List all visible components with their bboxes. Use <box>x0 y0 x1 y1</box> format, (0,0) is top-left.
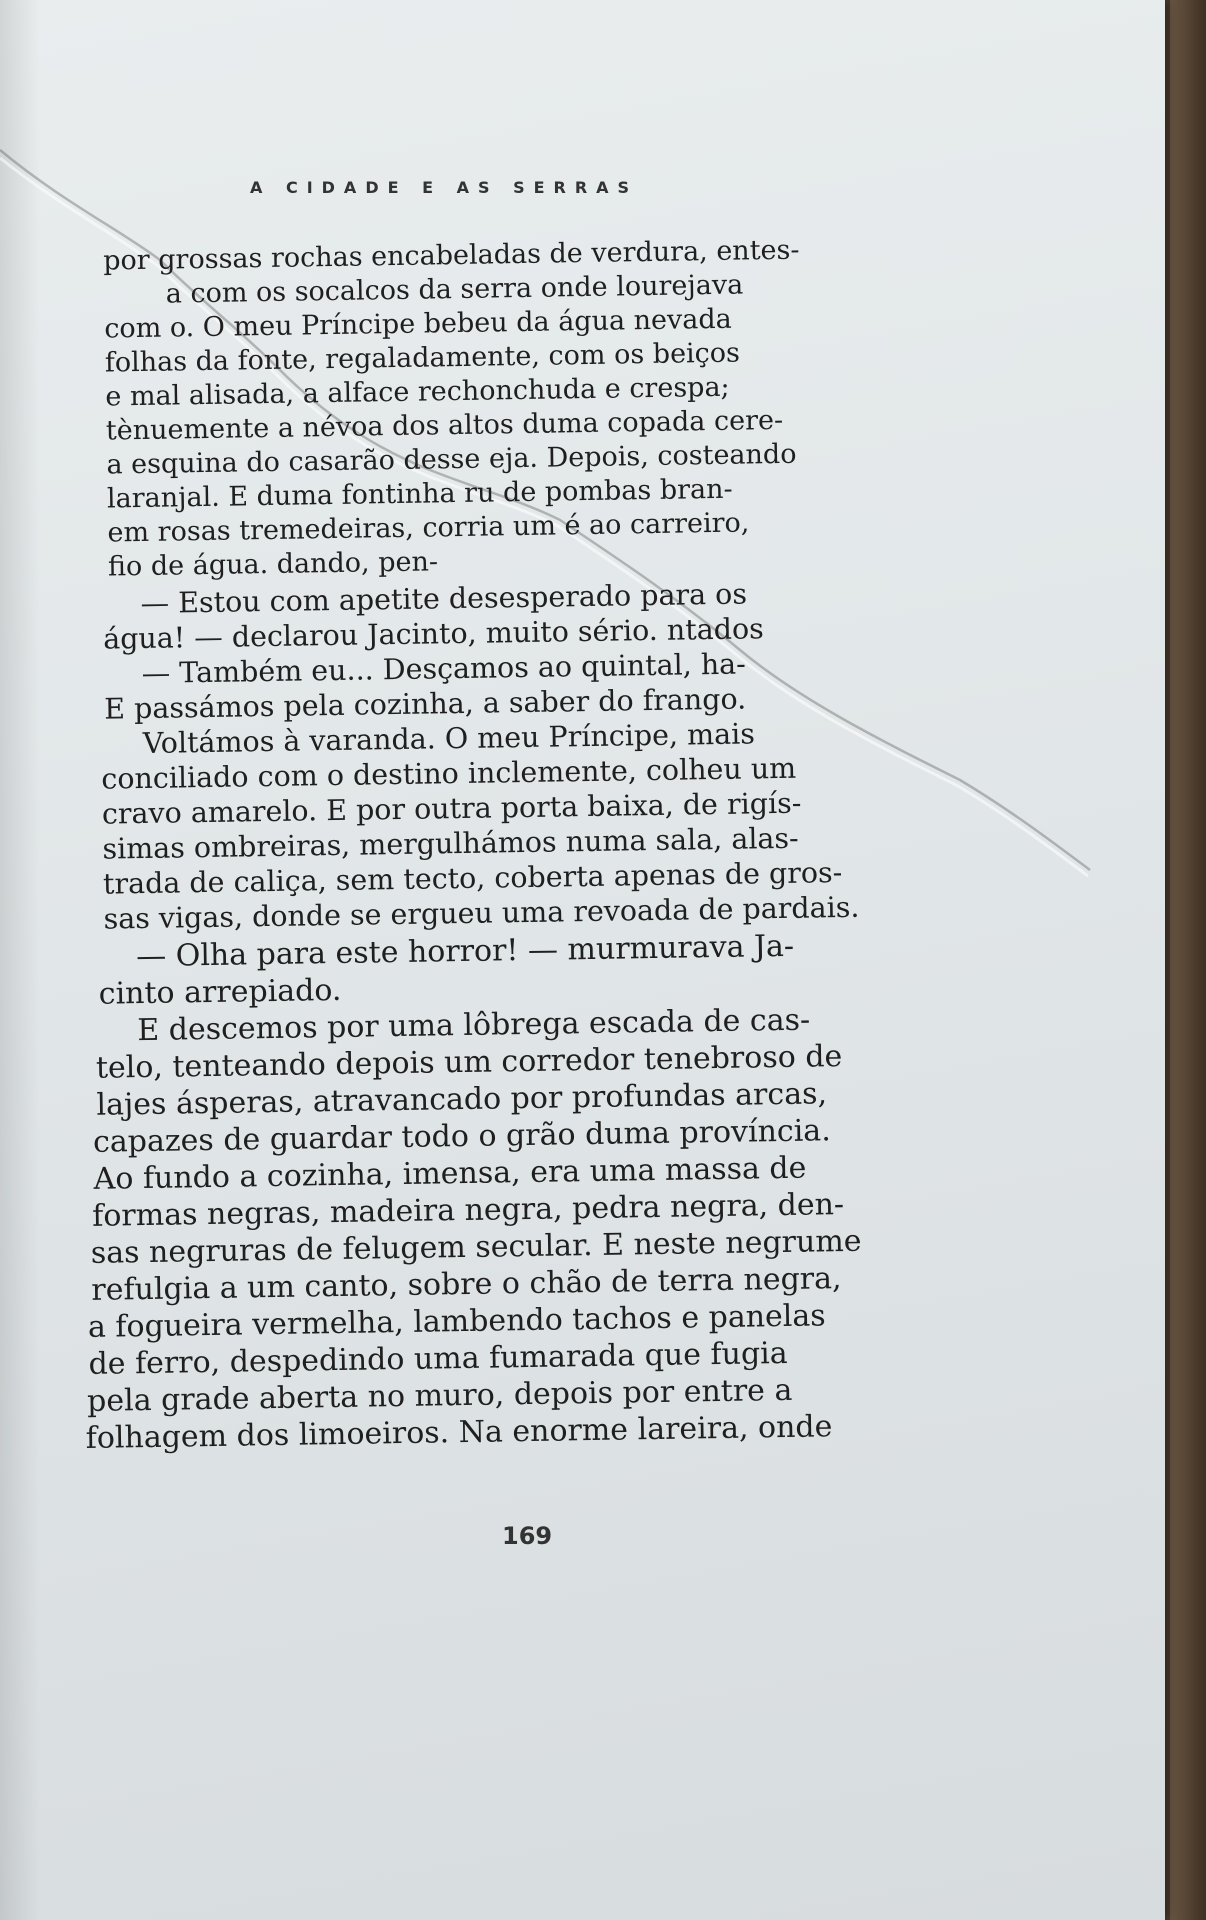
text-line: a fogueira vermelha, lambendo tachos e panelas <box>87 1298 826 1345</box>
text-line: — Olha para este horror! — murmurava Ja- <box>135 928 795 975</box>
text-line: por grossas rochas encabeladas de verdura, entes- <box>102 234 800 277</box>
text-line: Ao fundo a cozinha, imensa, era uma massa de <box>93 1150 807 1197</box>
text-line: folhagem dos limoeiros. Na enorme lareira, onde <box>85 1409 833 1456</box>
text-line: formas negras, madeira negra, pedra negra, den- <box>91 1187 845 1234</box>
table-edge <box>1170 0 1206 1920</box>
text-line: de ferro, despedindo uma fumarada que fugia <box>88 1335 788 1382</box>
text-line: trada de caliça, sem tecto, coberta apenas de gros- <box>102 856 843 901</box>
text-line: cravo amarelo. E por outra porta baixa, de rigís- <box>101 786 802 831</box>
text-line: capazes de guardar todo o grão duma província. <box>92 1113 831 1160</box>
text-line: sas negruras de felugem secular. E neste negrume <box>90 1223 862 1271</box>
text-line: a esquina do casarão desse eja. Depois, costeando <box>106 438 797 481</box>
text-line: folhas da fonte, regaladamente, com os beiços <box>104 337 741 379</box>
text-line: cinto arrepiado. <box>98 972 342 1012</box>
text-line: água! — declarou Jacinto, muito sério. ntados <box>102 612 764 656</box>
text-line: lajes ásperas, atravancado por profundas arcas, <box>96 1076 828 1123</box>
text-line: refulgia a um canto, sobre o chão de terra negra, <box>91 1261 842 1308</box>
text-line: laranjal. E duma fontinha ru de pombas bran- <box>106 473 733 515</box>
text-line: pela grade aberta no muro, depois por entre a <box>86 1372 793 1419</box>
text-line: em rosas tremedeiras, corria um é ao carreiro, <box>107 507 750 549</box>
text-line: fio de água. dando, pen- <box>107 546 439 583</box>
text-line: simas ombreiras, mergulhámos numa sala, alas- <box>102 821 799 866</box>
text-line: — Também eu... Desçamos ao quintal, ha- <box>141 647 747 691</box>
text-line: telo, tenteando depois um corredor tenebroso de <box>95 1039 843 1086</box>
text-line: E descemos por uma lôbrega escada de cas- <box>137 1002 811 1049</box>
text-line: sas vigas, donde se ergueu uma revoada de pardais. <box>103 890 860 936</box>
text-line: E passámos pela cozinha, a saber do frango. <box>104 682 747 726</box>
running-head: A CIDADE E AS SERRAS <box>250 178 639 197</box>
text-line: e mal alisada, a alface rechonchuda e crespa; <box>105 371 730 413</box>
text-line: com o. O meu Príncipe bebeu da água nevada <box>104 303 732 345</box>
page-number: 169 <box>502 1522 553 1550</box>
text-line: conciliado com o destino inclemente, colheu um <box>101 751 797 796</box>
text-line: — Estou com apetite desesperado para os <box>140 577 748 621</box>
text-line: a com os socalcos da serra onde lourejava <box>165 269 744 310</box>
text-line: tènuemente a névoa dos altos duma copada cere- <box>105 404 784 447</box>
text-line: Voltámos à varanda. O meu Príncipe, mais <box>142 717 756 760</box>
